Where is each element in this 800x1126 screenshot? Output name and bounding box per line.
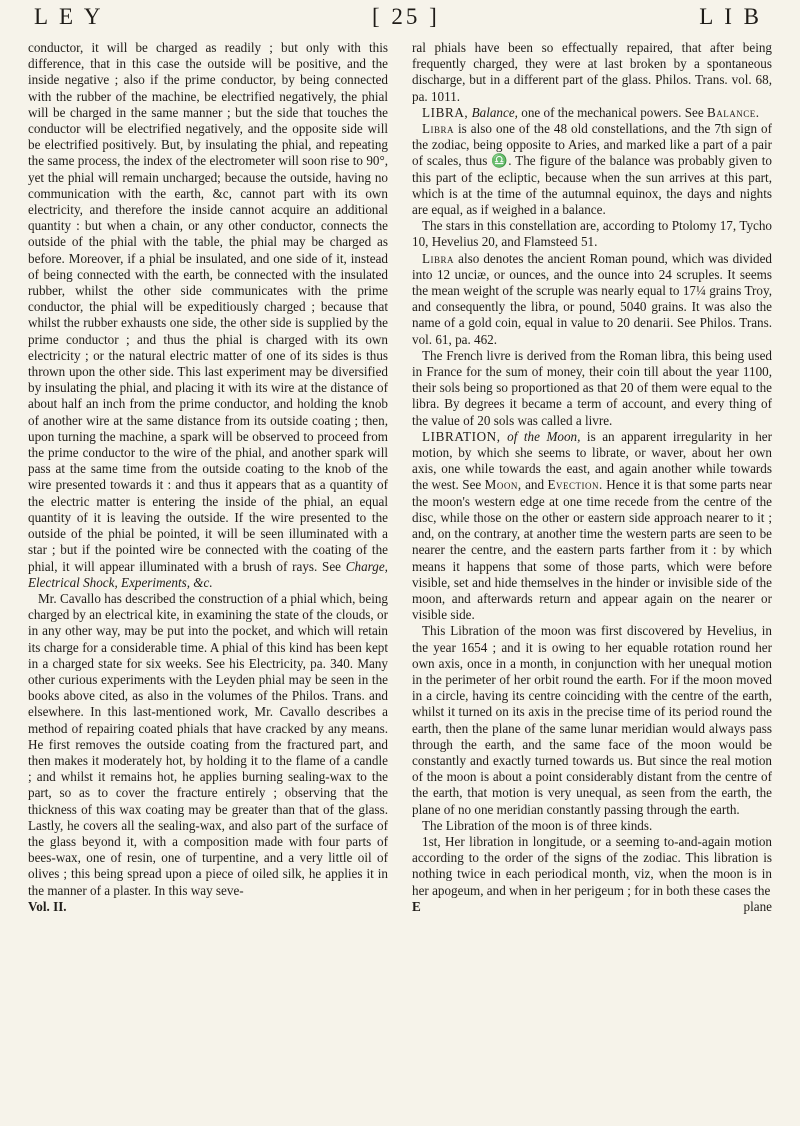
paragraph: The French livre is derived from the Roman libra, this being used in France for the sum of money, their coin till about the year 1100, their sols being so proportioned as that 20 of them were equal to the libra. By degrees it became a term of account, and every thing of the value of 20 sols was called a livre. bbox=[412, 347, 772, 428]
page-number: [ 25 ] bbox=[372, 4, 440, 29]
paragraph: ral phials have been so effectually repaired, that after being frequently charged, they were at last broken by a spontaneous discharge, but in a different part of the glass. Philos. Trans. vol. 68, pa. 1011. bbox=[412, 40, 772, 104]
paragraph-text: Hence it is that some parts near the moon's western edge at one time recede from the centre of the disc, while those on the other or eastern side approach nearer to it ; and, on the contrary, at another time the western parts are seen to be nearer the centre, and the eastern parts farther from it : by which means it happens that some of those parts, which were before visible, set and hide themselves in the hinder or invisible side of the moon, and afterwards return and appear again on the nearer or visible side. bbox=[412, 477, 772, 623]
right-column bbox=[412, 40, 772, 1120]
running-head-right: L I B bbox=[699, 4, 762, 29]
headword-gloss: Balance, bbox=[471, 104, 518, 120]
paragraph-text: also denotes the ancient Roman pound, which was divided into 12 unciæ, or ounces, and the ounce into 24 scruples. It seems the mean weight of the scruple was nearly equal to 17¼ grains Troy, and consequently the libra, or pound, 5040 grains. It was also the name of a gold coin, equal in value to 20 denarii. See Philos. Trans. vol. 61, pa. 462. bbox=[412, 250, 772, 347]
headword-gloss: of the Moon, bbox=[507, 428, 581, 444]
signature-line bbox=[28, 899, 388, 915]
entry-headword: Libra bbox=[422, 121, 455, 137]
entry-headword: Libra bbox=[422, 250, 455, 266]
signature-mark: E bbox=[412, 898, 421, 914]
cross-reference: Balance. bbox=[706, 104, 760, 120]
running-head bbox=[28, 4, 772, 36]
running-head-left: L E Y bbox=[34, 4, 104, 29]
entry-libration bbox=[412, 429, 772, 623]
catchword: plane bbox=[743, 898, 772, 914]
paragraph: 1st, Her libration in longitude, or a seeming to-and-again motion according to the order of the signs of the zodiac. This libration is nothing twice in each periodical month, viz, when the moon is in her apogeum, and when in her perigeum ; for in both these cases the bbox=[412, 833, 772, 898]
cross-reference: Moon, bbox=[484, 477, 522, 493]
entry-libra-balance bbox=[412, 105, 772, 121]
paragraph bbox=[28, 40, 388, 591]
paragraph: The Libration of the moon is of three kinds. bbox=[422, 817, 653, 833]
entry-libra-sign bbox=[412, 121, 772, 218]
paragraph: Mr. Cavallo has described the construction of a phial which, being charged by an electrical kite, in examining the state of the clouds, or in any other way, may be put into the pocket, and which will retain its charge for a considerable time. A phial of this kind has been kept in a charged state for six weeks. See his Electricity, pa. 340. Many other curious experiments with the Leyden phial may be seen in the books above cited, as also in the volumes of the Philos. Trans. and elsewhere. In this last-mentioned work, Mr. Cavallo describes a method of repairing coated phials that have cracked by any means. He first removes the outside coating from the fractured part, and then makes it moderately hot, by holding it to the flame of a candle ; and whilst it remains hot, he applies burning sealing-wax to the part, so as to cover the fracture entirely ; observing that the thickness of this wax coating may be greater than that of the glass. Lastly, he covers all the sealing-wax, and also part of the surface of the glass beyond it, with a composition made with four parts of bees-wax, one of resin, one of turpentine, and a very little oil of olives ; this being spread upon a piece of oiled silk, he applies it in the manner of a plaster. In this way seve- bbox=[28, 590, 388, 898]
paragraph-text: is an apparent irregularity in her motion, by which she seems to librate, or waver, about her own axis, one while towards the east, and again another while towards the west. See bbox=[412, 428, 772, 493]
cross-reference: Evection. bbox=[547, 477, 603, 493]
paragraph: The stars in this constellation are, according to Ptolomy 17, Tycho 10, Hevelius 20, and Flamsteed 51. bbox=[412, 218, 772, 250]
paragraph-text: one of the mechanical powers. See bbox=[521, 104, 704, 120]
paragraph-text: conductor, it will be charged as readily ; but only with this difference, that in this case the outside will be positive, and the inside negative ; also if the prime conductor, by being connected with the rubber of the machine, be electrified negatively, the phial will be charged in the same manner ; but the side that touches the conductor will be electrified negatively, and the opposite side will be electrified positively. But, by insulating the phial, and repeating the same process, the index of the electrometer will soon rise to 90°, yet the phial will remain uncharged; because the outside, having no communication with the earth, &c, cannot part with its own electricity, and therefore the inside cannot acquire an additional quantity : but when a chain, or any other conductor, connects the outside of the phial with the table, the phial may be charged as before. Moreover, if a phial be insulated, and one side of it, instead of being connected with the earth, be connected with the insulated rubber, whilst the other side communicates with the prime conductor, the phial will be expeditiously charged ; because that whilst the rubber exhausts one side, the other side is supplied by the prime conductor ; and thus the phial is charged with its own electricity ; or the natural electric matter of one of its sides is thus thrown upon the other side. This last experiment may be diversified by insulating the phial, and placing it with its wire at the distance of about half an inch from the prime conductor, and holding the knob of another wire at the same distance from its outside coating ; then, upon turning the machine, a spark will be observed to proceed from the prime conductor to the wire of the phial, and another spark will pass at the same time from the outside coating to the knob of the wire presented towards it : and thus it appears that as a quantity of the electric matter is entering the inside of the phial, an equal quantity of it is leaving the outside. If the wire presented to the outside of the phial be pointed, it will be seen illuminated with a star ; but if the pointed wire be connected with the coating of the phial, it will appear illuminated with a brush of rays. bbox=[28, 40, 388, 574]
signature-line bbox=[412, 899, 772, 915]
entry-headword: LIBRA, bbox=[422, 104, 469, 120]
paragraph-text: is also one of the 48 old constellations, and the 7th sign of the zodiac, being opposite to Aries, and marked like a part of a pair of scales, thus ♎. The figure of the balance was probably given to this part of the ecliptic, because when the sun arrives at this part, which is at the time of the autumnal equinox, the days and nights are equal, as if weighed in a balance. bbox=[412, 121, 772, 218]
cross-reference: Charge, Electrical Shock, Experiments, &c. bbox=[28, 558, 388, 590]
see-label: See bbox=[322, 558, 342, 574]
volume-signature: Vol. II. bbox=[28, 898, 67, 914]
left-column bbox=[28, 40, 388, 1120]
paragraph: This Libration of the moon was first discovered by Hevelius, in the year 1654 ; and it is owing to her equable rotation round her own axis, once in a month, in conjunction with her unequal motion in the perimeter of her orbit round the earth. For if the moon moved in a circle, having its centre coinciding with the centre of the earth, whilst it turned on its axis in the precise time of its period round the earth, then the plane of the same lunar meridian would always pass through the earth, and the same face of the moon would be constantly and exactly turned towards us. But since the real motion of the moon is about a point considerably distant from the centre of the earth, that motion is very unequal, as seen from the earth, the plane of no one meridian constantly passing through the earth. bbox=[412, 623, 772, 817]
entry-libra-pound bbox=[412, 251, 772, 348]
entry-headword: LIBRATION, bbox=[422, 428, 501, 444]
conjunction: and bbox=[525, 477, 545, 493]
